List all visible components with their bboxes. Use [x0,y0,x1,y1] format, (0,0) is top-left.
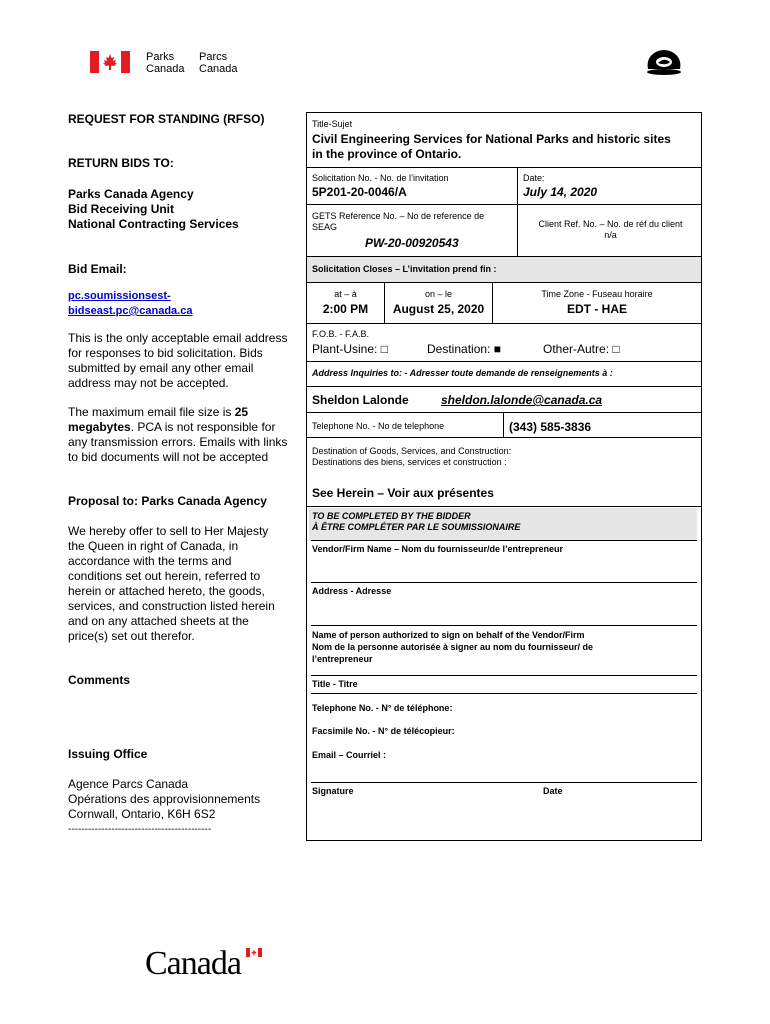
acceptable-email-note: This is the only acceptable email address for responses to bid solicitation. Bids submitted by email any other email address may not be accepted. [68,331,288,390]
bidder-heading: TO BE COMPLETED BY THE BIDDER À ÊTRE COMPLÉTER PAR LE SOUMISSIONAIRE [312,511,521,532]
dept-name-en: Parks Canada [146,51,185,75]
solicitation-form [306,112,702,841]
vendor-name-field[interactable]: Vendor/Firm Name – Nom du fournisseur/de l’entrepreneur [312,544,564,554]
fob-label: F.O.B. - F.A.B. [312,329,370,339]
client-ref: Client Ref. No. – No. de réf du client n/a [538,219,683,240]
solicitation-no: 5P201-20-0046/A [312,185,407,199]
address-field[interactable]: Address - Adresse [312,586,392,596]
gets-reference: PW-20-00920543 [365,236,459,250]
signature-field[interactable]: Signature [312,786,354,796]
date-value: July 14, 2020 [523,185,598,199]
canada-wordmark: Canada [145,945,241,982]
solicitation-title: Civil Engineering Services for National Parks and historic sites in the province of Ontario. [312,132,671,161]
see-herein: See Herein – Voir aux présentes [312,486,494,500]
date-label: Date: [523,173,545,183]
closes-label: Solicitation Closes – L’invitation prend fin : [312,264,497,274]
plant-usine-checkbox[interactable]: Plant-Usine: □ [312,342,388,356]
offer-text: We hereby offer to sell to Her Majesty the Queen in right of Canada, in accordance with the terms and conditions set out herein, referred to herein or attached hereto, the goods, services, and construction listed herein and on any attached sheets at the price(s) set out therefor. [68,524,275,643]
issuing-office-heading: Issuing Office [68,747,148,761]
destination-checkbox[interactable]: Destination: ■ [427,342,501,356]
bid-email-link[interactable]: pc.soumissionsest- bidseast.pc@canada.ca [68,290,193,317]
max-file-size-note: The maximum email file size is 25 megabytes. PCA is not responsible for any transmission errors. Emails with links to bid documents will not be accepted [68,405,288,464]
closing-date: August 25, 2020 [392,302,485,316]
proposal-heading: Proposal to: Parks Canada Agency [68,494,267,508]
contact-name: Sheldon Lalonde [312,393,409,407]
wordmark-flag-icon [246,948,262,957]
page-title: REQUEST FOR STANDING (RFSO) [68,112,265,126]
title-label: Title-Sujet [312,119,353,129]
telephone-field[interactable]: Telephone No. - N° de téléphone: [312,703,453,713]
signature-date-field[interactable]: Date [543,786,563,796]
inquiries-label: Address Inquiries to: - Adresser toute demande de renseignements à : [312,368,613,378]
return-bids-heading: RETURN BIDS TO: [68,156,174,170]
authorized-person-field[interactable]: Name of person authorized to sign on behalf of the Vendor/Firm Nom de la personne autorisée à signer au nom du fournisseur/ de l’entrepreneur [312,630,594,664]
canada-flag-icon [90,51,130,73]
beaver-emblem-icon [644,45,684,77]
dept-name-fr: Parcs Canada [199,51,238,75]
contact-email-link[interactable]: sheldon.lalonde@canada.ca [441,393,603,407]
destination-goods-label: Destination of Goods, Services, and Construction: Destinations des biens, services et construction : [312,446,512,467]
email-field[interactable]: Email – Courriel : [312,750,387,760]
at-label: at – à [334,289,357,299]
phone-value: (343) 585-3836 [509,420,592,434]
fax-field[interactable]: Facsimile No. - N° de télécopieur: [312,726,455,736]
title-field[interactable]: Title - Titre [312,679,358,689]
solicitation-no-label: Solicitation No. - No. de l’invitation [312,173,449,183]
issuing-office-address: Agence Parcs Canada Opérations des approvisionnements Cornwall, Ontario, K6H 6S2 ------------------------------------------- [68,777,261,835]
timezone-value: EDT - HAE [567,302,627,316]
other-autre-checkbox[interactable]: Other-Autre: □ [543,342,620,356]
bid-email-heading: Bid Email: [68,262,127,276]
agency-address: Parks Canada Agency Bid Receiving Unit National Contracting Services [68,187,239,231]
comments-heading: Comments [68,673,131,687]
on-label: on – le [424,289,453,299]
timezone-label: Time Zone - Fuseau horaire [541,289,653,299]
gets-label: GETS Reference No. – No de reference de SEAG [312,211,485,232]
closing-time: 2:00 PM [322,302,369,316]
phone-label: Telephone No. - No de telephone [312,421,445,431]
